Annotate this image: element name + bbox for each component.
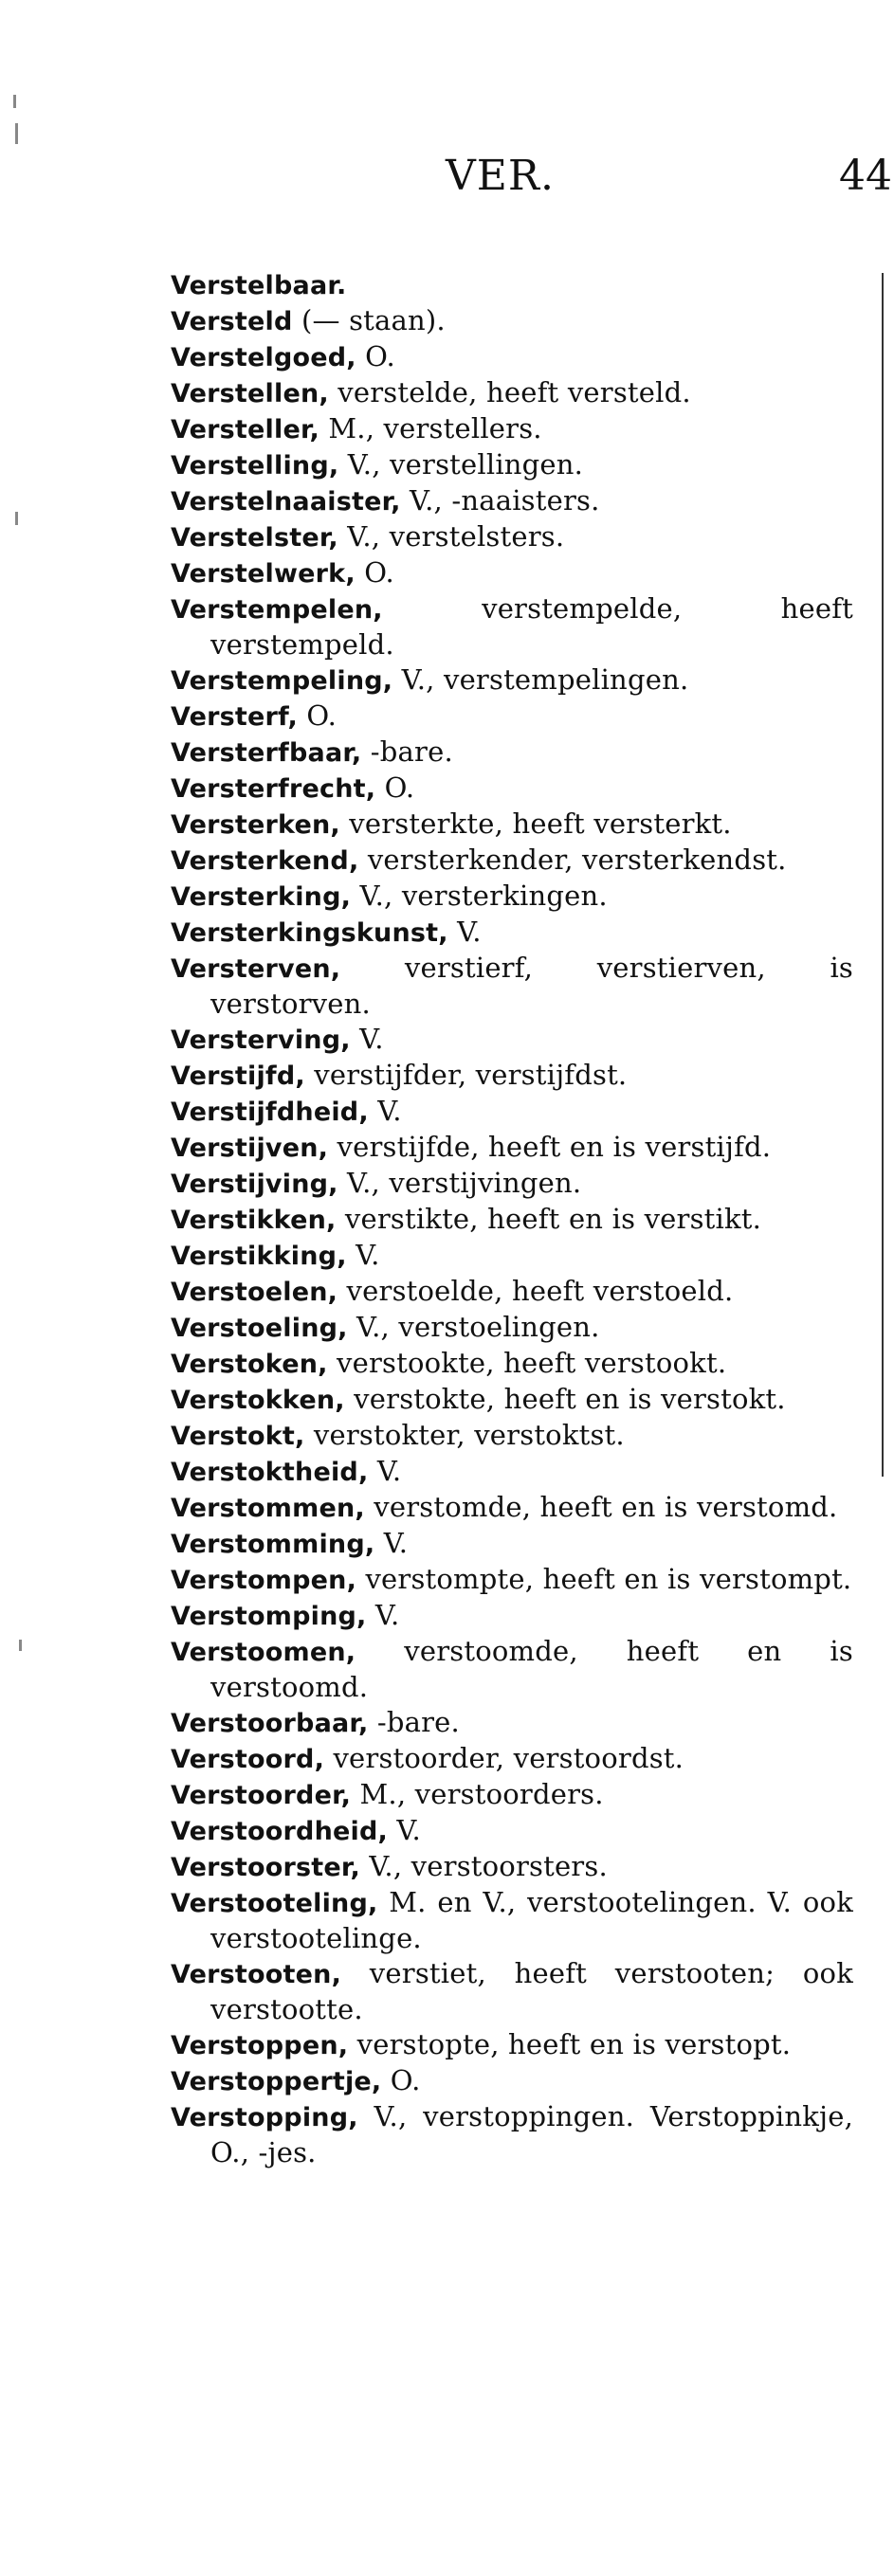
dictionary-entry — [171, 1418, 853, 1454]
headword: Verstelnaaister, — [171, 487, 401, 517]
definition: V., verstellingen. — [338, 448, 584, 481]
definition: V. — [387, 1814, 421, 1846]
definition: V. — [368, 1095, 402, 1127]
headword: Verstikken, — [171, 1206, 337, 1235]
dictionary-entry — [171, 483, 853, 519]
definition: V., verstoelingen. — [347, 1311, 600, 1343]
dictionary-entry — [171, 1956, 853, 2027]
headword: Versteld — [171, 307, 293, 336]
definition: O. — [355, 556, 394, 589]
headword: Verstoppen, — [171, 2031, 349, 2060]
definition: verstoomde, heeft en is verstoomd. — [210, 1635, 853, 1703]
headword: Verstelwerk, — [171, 559, 356, 589]
dictionary-entry — [171, 1058, 853, 1094]
headword: Verstokken, — [171, 1386, 345, 1415]
margin-mark — [13, 95, 16, 108]
dictionary-entry — [171, 1885, 853, 1956]
headword: Verstommen, — [171, 1494, 365, 1523]
definition: -bare. — [368, 1706, 460, 1738]
margin-mark — [15, 512, 18, 525]
headword: Verstoeling, — [171, 1314, 348, 1343]
definition: V. — [366, 1599, 400, 1631]
headword: Verstelling, — [171, 451, 339, 481]
headword: Verstijfdheid, — [171, 1098, 369, 1127]
dictionary-entry — [171, 411, 853, 447]
headword: Verstoorbaar, — [171, 1709, 369, 1738]
dictionary-entry — [171, 1454, 853, 1490]
headword: Versterf, — [171, 702, 298, 732]
headword: Versteller, — [171, 415, 319, 444]
definition: V. — [447, 916, 482, 948]
dictionary-entry — [171, 1130, 853, 1166]
dictionary-entry — [171, 1634, 853, 1705]
dictionary-entry — [171, 662, 853, 698]
running-head: VER. — [446, 152, 556, 200]
definition: V., verstoppingen. Verstoppinkje, O., -jes. — [210, 2100, 853, 2168]
dictionary-entry — [171, 771, 853, 807]
definition: verstookte, heeft verstookt. — [327, 1347, 727, 1379]
headword: Versterving, — [171, 1025, 351, 1055]
dictionary-entries — [171, 267, 853, 2170]
dictionary-entry — [171, 339, 853, 375]
headword: Verstijven, — [171, 1134, 329, 1163]
dictionary-entry — [171, 1310, 853, 1346]
definition: O. — [381, 2064, 421, 2096]
headword: Versterfrecht, — [171, 774, 376, 804]
definition: verstelde, heeft versteld. — [328, 376, 691, 408]
headword: Verstoktheid, — [171, 1458, 369, 1487]
headword: Verstoken, — [171, 1350, 328, 1379]
dictionary-entry — [171, 698, 853, 735]
definition: V. — [368, 1455, 402, 1487]
headword: Verstoomen, — [171, 1638, 356, 1667]
definition: verstierf, verstierven, is verstorven. — [210, 952, 853, 1020]
headword: Versterfbaar, — [171, 738, 362, 768]
definition: versterkender, versterkendst. — [358, 844, 787, 876]
headword: Verstoord, — [171, 1745, 325, 1774]
headword: Verstelbaar. — [171, 271, 347, 300]
dictionary-entry — [171, 951, 853, 1022]
dictionary-entry — [171, 2063, 853, 2099]
dictionary-entry — [171, 879, 853, 915]
definition: verstoelde, heeft verstoeld. — [338, 1275, 734, 1307]
headword: Versterking, — [171, 882, 352, 912]
headword: Verstokt, — [171, 1422, 305, 1451]
dictionary-entry — [171, 807, 853, 843]
definition: V., verstempelingen. — [392, 663, 689, 696]
dictionary-entry — [171, 915, 853, 951]
page-header — [0, 152, 894, 218]
dictionary-entry — [171, 519, 853, 555]
definition: versterkte, heeft versterkt. — [339, 807, 732, 840]
definition: verstijfde, heeft en is verstijfd. — [328, 1131, 772, 1163]
headword: Verstopping, — [171, 2103, 358, 2132]
headword: Verstellen, — [171, 379, 329, 408]
headword: Versterkingskunst, — [171, 918, 448, 948]
headword: Verstoordheid, — [171, 1817, 388, 1846]
headword: Verstomping, — [171, 1602, 367, 1631]
dictionary-entry — [171, 1705, 853, 1741]
dictionary-entry — [171, 735, 853, 771]
definition: verstempelde, heeft verstempeld. — [210, 592, 853, 661]
headword: Verstompen, — [171, 1566, 357, 1595]
definition: O. — [375, 771, 415, 804]
dictionary-entry — [171, 1022, 853, 1058]
definition: V., verstijvingen. — [338, 1167, 582, 1199]
dictionary-entry — [171, 1346, 853, 1382]
dictionary-entry — [171, 1562, 853, 1598]
dictionary-entry — [171, 1490, 853, 1526]
column-rule — [882, 273, 884, 1477]
definition: M. en V., verstootelingen. V. ook verstootelinge. — [210, 1886, 853, 1954]
dictionary-entry — [171, 267, 853, 303]
headword: Versterven, — [171, 954, 341, 984]
headword: Verstoelen, — [171, 1278, 338, 1307]
dictionary-entry — [171, 1849, 853, 1885]
dictionary-entry — [171, 2027, 853, 2063]
dictionary-entry — [171, 591, 853, 662]
definition: -bare. — [361, 735, 453, 768]
headword: Verstoorster, — [171, 1853, 360, 1882]
headword: Verstomming, — [171, 1530, 375, 1559]
definition: V. — [350, 1023, 384, 1055]
definition: verstiet, heeft verstooten; ook verstootte. — [210, 1957, 853, 2025]
definition: V. — [374, 1527, 409, 1559]
definition: verstokter, verstoktst. — [304, 1419, 625, 1451]
dictionary-entry — [171, 447, 853, 483]
definition: O. — [297, 699, 338, 732]
definition: V., versterkingen. — [351, 880, 608, 912]
definition: M., verstoorders. — [351, 1778, 604, 1810]
dictionary-entry — [171, 303, 853, 339]
dictionary-entry — [171, 1777, 853, 1813]
page-number: 44 — [839, 152, 892, 200]
dictionary-entry — [171, 1526, 853, 1562]
dictionary-entry — [171, 1813, 853, 1849]
definition: verstomde, heeft en is verstomd. — [364, 1491, 838, 1523]
definition: verstopte, heeft en is verstopt. — [348, 2028, 792, 2060]
headword: Verstijving, — [171, 1170, 338, 1199]
headword: Verstijfd, — [171, 1061, 305, 1091]
headword: Verstempelen, — [171, 595, 383, 625]
dictionary-entry — [171, 1382, 853, 1418]
dictionary-entry — [171, 2099, 853, 2170]
headword: Verstoorder, — [171, 1781, 352, 1810]
headword: Verstelster, — [171, 523, 338, 553]
definition: verstijfder, verstijfdst. — [304, 1059, 628, 1091]
definition: verstoorder, verstoordst. — [324, 1742, 684, 1774]
definition: V., verstelsters. — [338, 520, 565, 553]
definition: (— staan). — [292, 304, 446, 336]
definition: verstompte, heeft en is verstompt. — [356, 1563, 852, 1595]
dictionary-entry — [171, 1274, 853, 1310]
dictionary-entry — [171, 1166, 853, 1202]
dictionary-entry — [171, 843, 853, 879]
definition: M., verstellers. — [319, 412, 542, 444]
definition: O. — [356, 340, 395, 372]
margin-mark — [15, 123, 18, 144]
dictionary-entry — [171, 1238, 853, 1274]
headword: Verstooten, — [171, 1960, 342, 1989]
dictionary-entry — [171, 1741, 853, 1777]
dictionary-entry — [171, 1598, 853, 1634]
dictionary-entry — [171, 1202, 853, 1238]
headword: Verstelgoed, — [171, 343, 356, 372]
headword: Verstikking, — [171, 1242, 347, 1271]
definition: V., verstoorsters. — [359, 1850, 608, 1882]
definition: verstokte, heeft en is verstokt. — [344, 1383, 786, 1415]
definition: V. — [346, 1239, 380, 1271]
dictionary-entry — [171, 555, 853, 591]
definition: verstikte, heeft en is verstikt. — [336, 1203, 762, 1235]
headword: Verstoppertje, — [171, 2067, 382, 2096]
margin-mark — [19, 1640, 22, 1651]
dictionary-entry — [171, 1094, 853, 1130]
dictionary-entry — [171, 375, 853, 411]
headword: Versterkend, — [171, 846, 359, 876]
headword: Versterken, — [171, 810, 340, 840]
definition: V., -naaisters. — [400, 484, 600, 517]
headword: Verstooteling, — [171, 1889, 378, 1918]
headword: Verstempeling, — [171, 666, 393, 696]
